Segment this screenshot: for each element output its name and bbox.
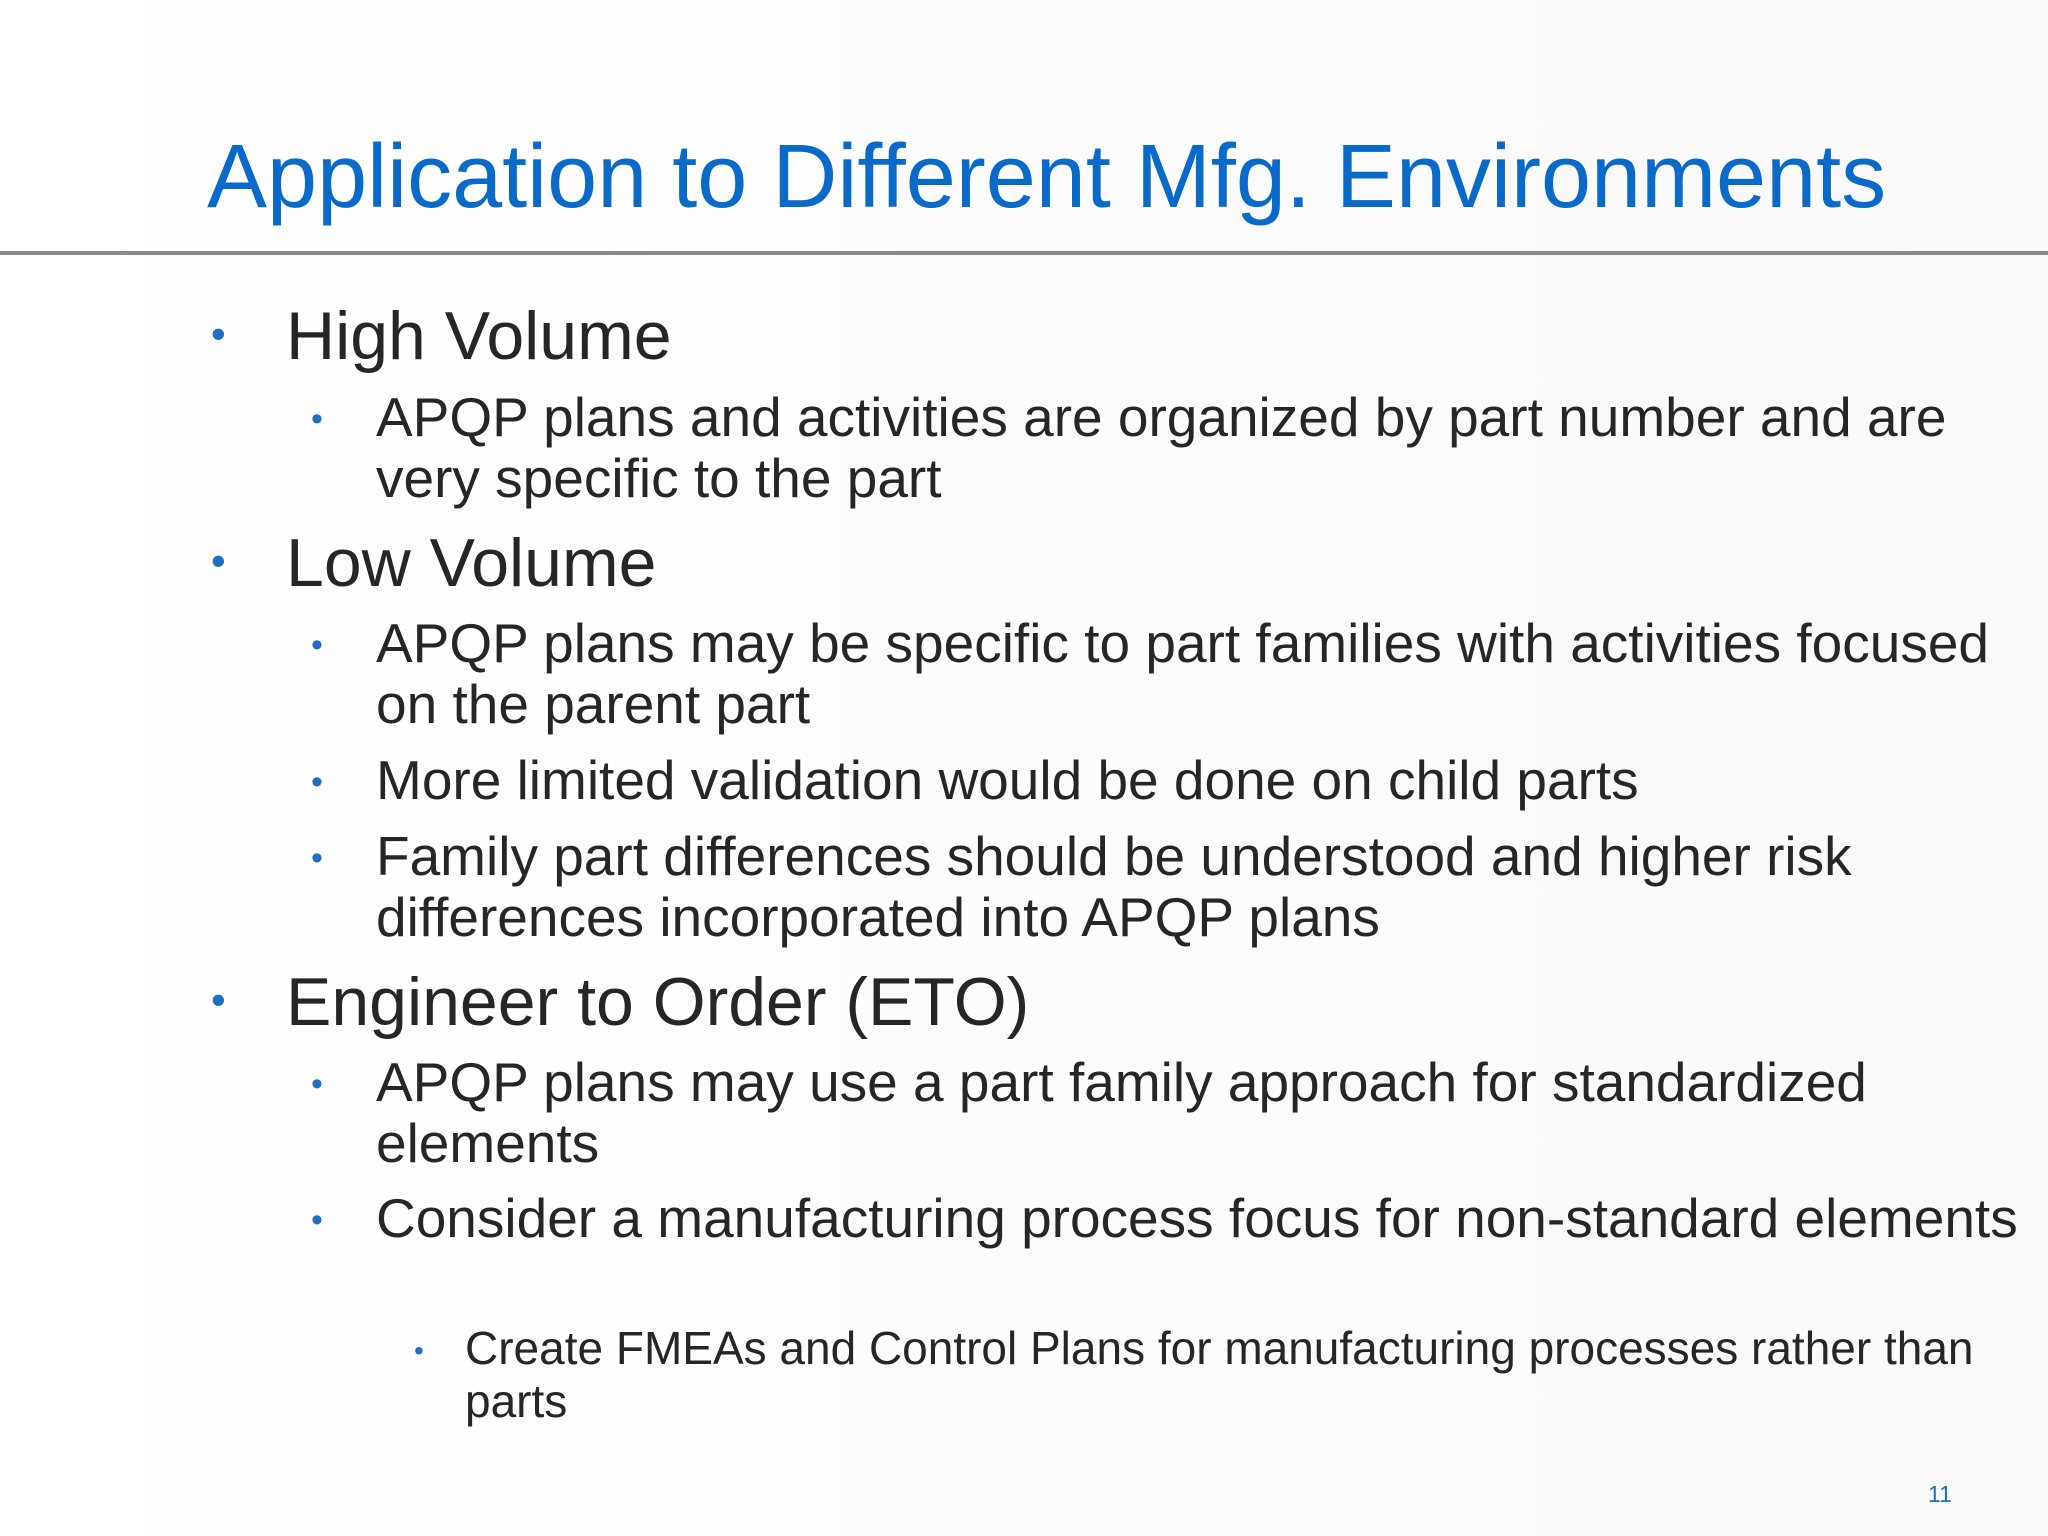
sub-bullet-eto-2 bbox=[376, 1188, 2036, 1249]
slide-title: Application to Different Mfg. Environments bbox=[207, 127, 1887, 227]
bullet-high-volume bbox=[286, 298, 672, 374]
sub-bullet-marker: • bbox=[311, 763, 323, 801]
sub-bullet-high-volume-1 bbox=[376, 387, 2036, 509]
sub-bullet-marker: • bbox=[311, 839, 323, 877]
bullet-label: High Volume bbox=[286, 298, 672, 374]
sub-bullet-text: More limited validation would be done on child parts bbox=[376, 749, 1639, 811]
sub-sub-bullet-eto-1 bbox=[465, 1322, 2015, 1428]
sub-bullet-low-volume-2 bbox=[376, 750, 2036, 811]
page-number: 11 bbox=[1928, 1481, 1952, 1507]
sub-bullet-text: Consider a manufacturing process focus for non-standard elements bbox=[376, 1187, 2018, 1249]
sub-bullet-text: Family part differences should be understood and higher risk differences incorporated into APQP plans bbox=[376, 825, 1852, 948]
sub-bullet-marker: • bbox=[311, 1201, 323, 1239]
bullet-marker: • bbox=[211, 310, 226, 357]
sub-bullet-marker: • bbox=[311, 626, 323, 664]
sub-bullet-marker: • bbox=[311, 400, 323, 438]
sub-bullet-text: APQP plans and activities are organized by part number and are very specific to the part bbox=[376, 386, 1947, 509]
sub-bullet-text: APQP plans may be specific to part families with activities focused on the parent part bbox=[376, 612, 1990, 735]
sub-sub-bullet-marker: • bbox=[414, 1335, 424, 1366]
sub-sub-bullet-text: Create FMEAs and Control Plans for manufacturing processes rather than parts bbox=[465, 1322, 1974, 1427]
sub-bullet-marker: • bbox=[311, 1065, 323, 1103]
bullet-marker: • bbox=[211, 537, 226, 584]
bullet-low-volume bbox=[286, 525, 657, 601]
sub-bullet-low-volume-3 bbox=[376, 826, 2036, 948]
bullet-label: Engineer to Order (ETO) bbox=[286, 964, 1030, 1040]
bullet-engineer-to-order bbox=[286, 964, 1030, 1040]
bullet-label: Low Volume bbox=[286, 525, 657, 601]
sub-bullet-eto-1 bbox=[376, 1052, 2036, 1174]
bullet-marker: • bbox=[211, 976, 226, 1023]
sub-bullet-low-volume-1 bbox=[376, 613, 2036, 735]
sub-bullet-text: APQP plans may use a part family approach for standardized elements bbox=[376, 1051, 1867, 1174]
